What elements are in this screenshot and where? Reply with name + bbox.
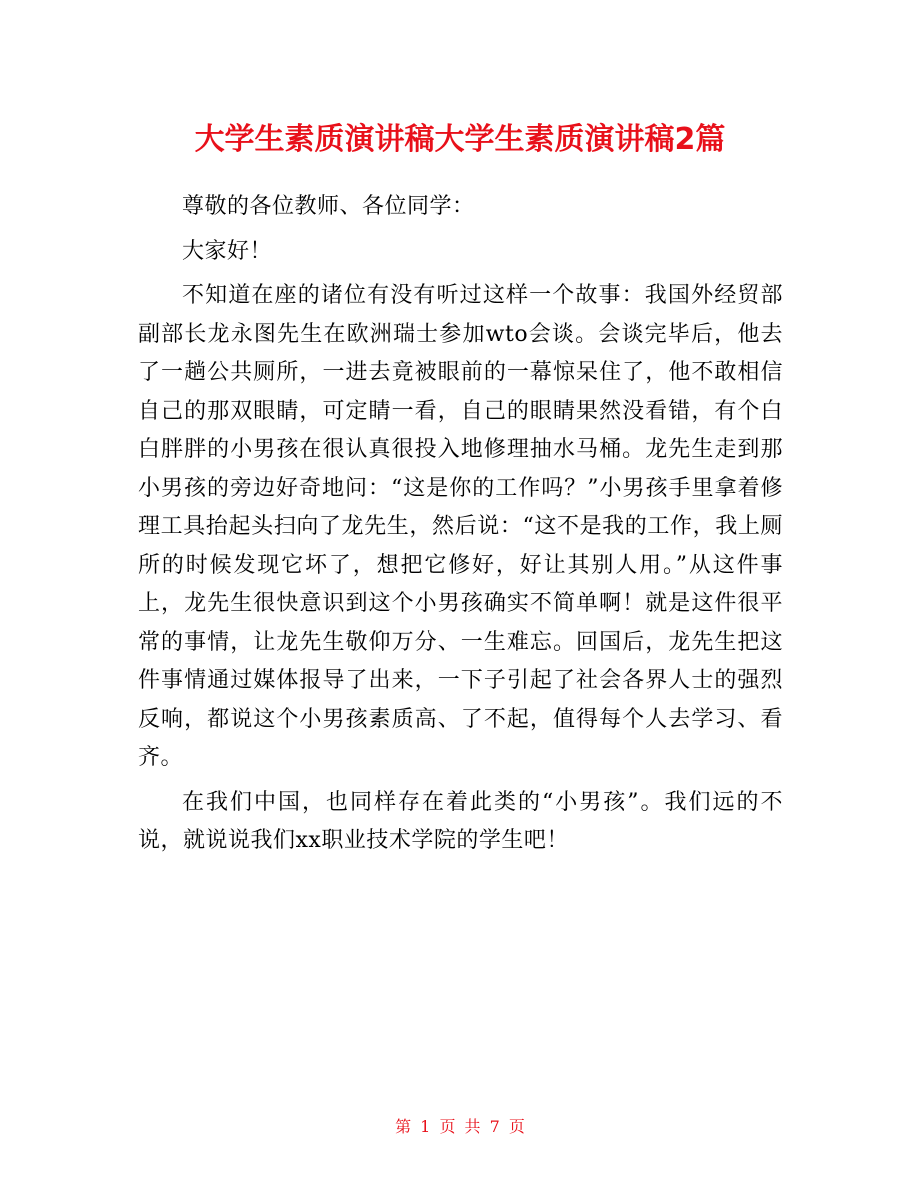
greeting-paragraph: 大家好！ bbox=[182, 238, 273, 264]
document-title: 大学生素质演讲稿大学生素质演讲稿2篇 bbox=[194, 122, 726, 157]
salutation-paragraph: 尊敬的各位教师、各位同学： bbox=[182, 194, 475, 219]
closing-paragraph: 在我们中国，也同样存在着此类的“小男孩”。我们远的不说，就说说我们xx职业技术学院的学生吧！ bbox=[138, 789, 783, 853]
page-number-footer: 第 1 页 共 7 页 bbox=[395, 1117, 525, 1136]
story-paragraph: 不知道在座的诸位有没有听过这样一个故事：我国外经贸部副部长龙永图先生在欧洲瑞士参加wto会谈。会谈完毕后，他去了一趟公共厕所，一进去竟被眼前的一幕惊呆住了，他不敢相信自己的那双眼睛，可定睛一看，自己的眼睛果然没看错，有个白白胖胖的小男孩在很认真很投入地修理抽水马桶。龙先生走到那小男孩的旁边好奇地问：“这是你的工作吗？”小男孩手里拿着修理工具抬起头扫向了龙先生，然后说：“这不是我的工作，我上厕所的时候发现它坏了，想把它修好，好让其别人用。”从这件事上，龙先生很快意识到这个小男孩确实不简单啊！就是这件很平常的事情，让龙先生敬仰万分、一生难忘。回国后，龙先生把这件事情通过媒体报导了出来，一下子引起了社会各界人士的强烈反响，都说这个小男孩素质高、了不起，值得每个人去学习、看齐。 bbox=[138, 283, 783, 770]
document-body bbox=[138, 188, 783, 861]
